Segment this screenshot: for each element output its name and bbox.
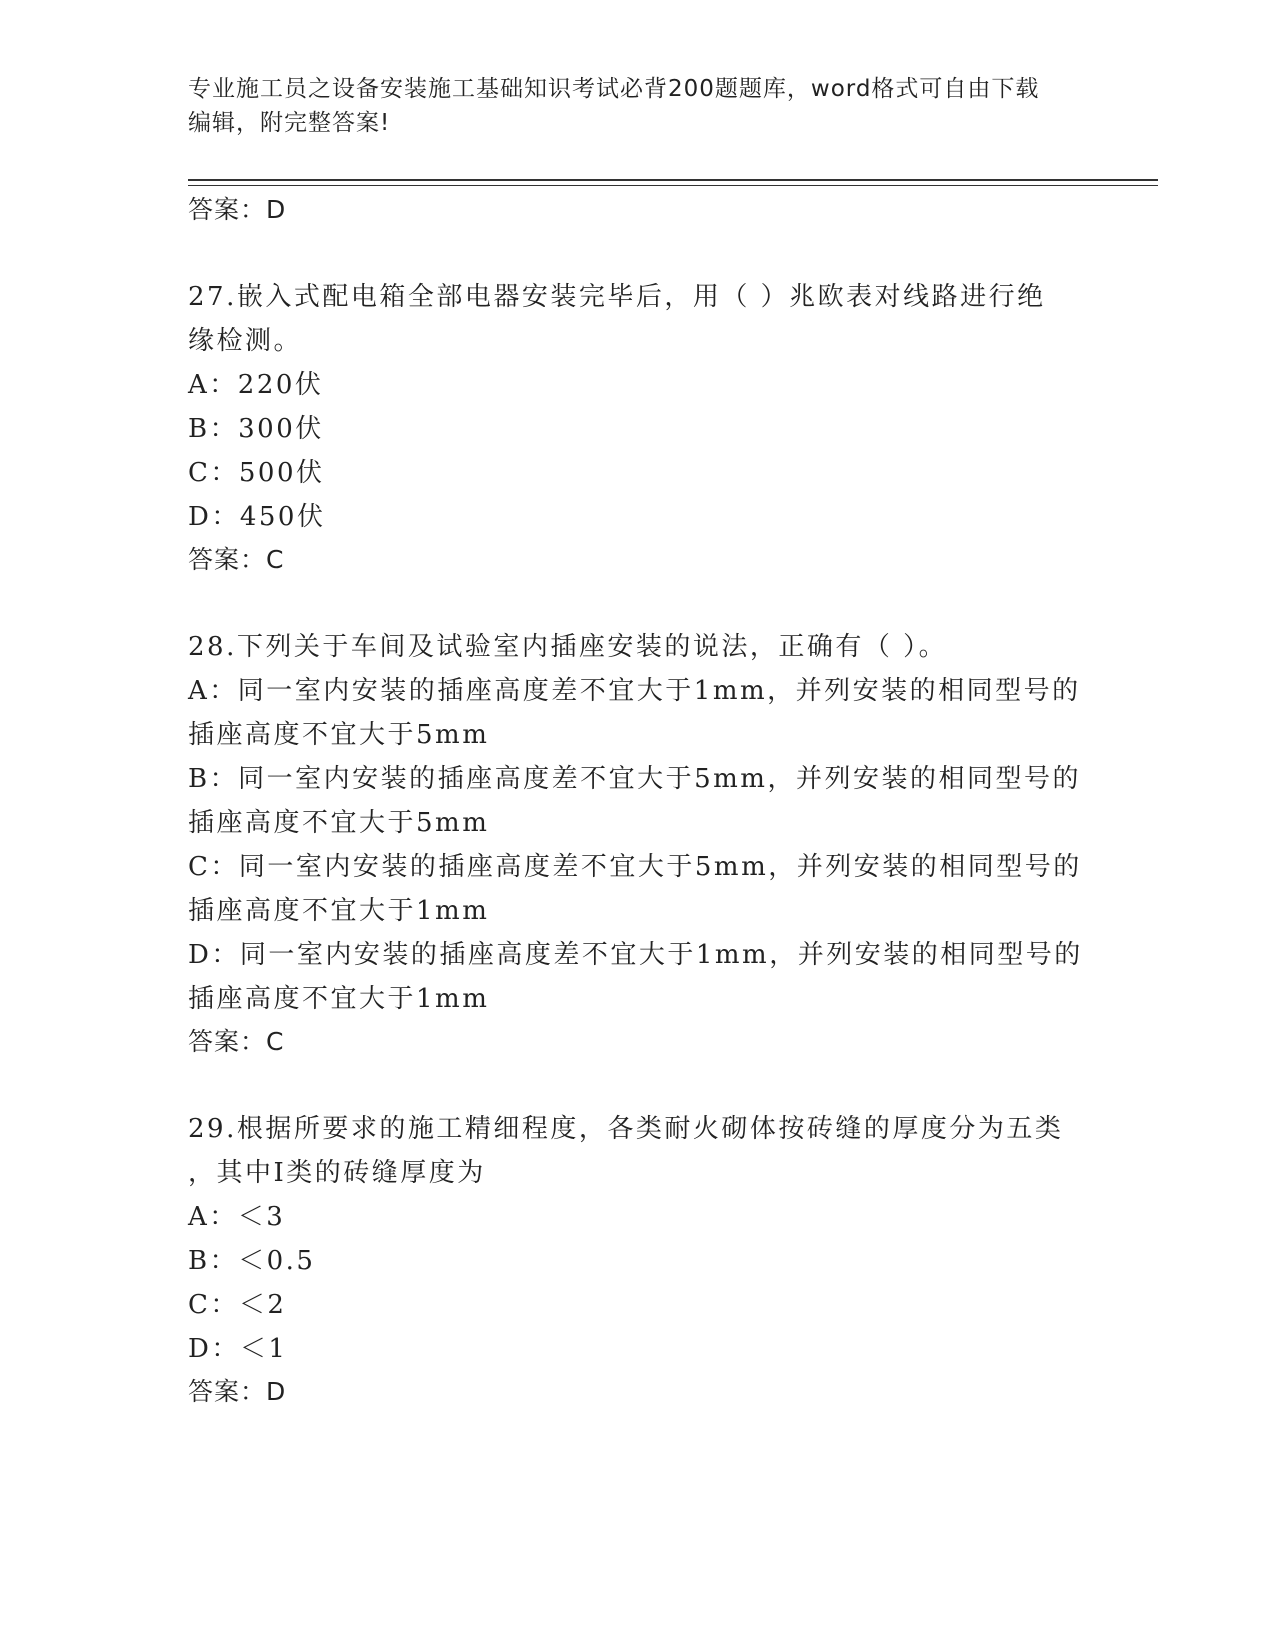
question-27-option-b: B：300伏 xyxy=(188,414,324,444)
question-27-option-d: D：450伏 xyxy=(188,502,326,532)
question-29-option-b: B：＜0.5 xyxy=(188,1246,316,1276)
question-28-option-a-line-2: 插座高度不宜大于5mm xyxy=(188,720,490,750)
question-27-option-c: C：500伏 xyxy=(188,458,325,488)
header-title-line-1: 专业施工员之设备安装施工基础知识考试必背200题题库，word格式可自由下载 xyxy=(188,76,1040,102)
header-title-line-2: 编辑，附完整答案! xyxy=(188,110,391,136)
question-29-option-a: A：＜3 xyxy=(188,1202,286,1232)
answer-line: 答案：D xyxy=(188,195,287,224)
question-28-option-d-line-1: D：同一室内安装的插座高度差不宜大于1mm，并列安装的相同型号的 xyxy=(188,940,1083,970)
question-28-option-a-line-1: A：同一室内安装的插座高度差不宜大于1mm，并列安装的相同型号的 xyxy=(188,676,1081,706)
document-header xyxy=(188,72,1078,140)
question-28-option-b-line-2: 插座高度不宜大于5mm xyxy=(188,808,490,838)
question-28-answer: 答案：C xyxy=(188,1027,285,1056)
question-29-option-d: D：＜1 xyxy=(188,1334,288,1364)
question-27-stem-line-1: 27.嵌入式配电箱全部电器安装完毕后，用（ ）兆欧表对线路进行绝 xyxy=(188,282,1046,312)
question-27-answer: 答案：C xyxy=(188,545,285,574)
header-divider-thin xyxy=(188,185,1158,186)
question-29-option-c: C：＜2 xyxy=(188,1290,287,1320)
question-28-option-c-line-1: C：同一室内安装的插座高度差不宜大于5mm，并列安装的相同型号的 xyxy=(188,852,1082,882)
question-27-option-a: A：220伏 xyxy=(188,370,324,400)
question-29-stem-line-2: ，其中Ⅰ类的砖缝厚度为 xyxy=(188,1158,486,1188)
question-29-stem-line-1: 29.根据所要求的施工精细程度，各类耐火砌体按砖缝的厚度分为五类 xyxy=(188,1114,1064,1144)
header-divider-thick xyxy=(188,179,1158,181)
question-28-option-b-line-1: B：同一室内安装的插座高度差不宜大于5mm，并列安装的相同型号的 xyxy=(188,764,1081,794)
question-27-stem-line-2: 缘检测。 xyxy=(188,326,303,356)
question-28-option-d-line-2: 插座高度不宜大于1mm xyxy=(188,984,490,1014)
question-28-option-c-line-2: 插座高度不宜大于1mm xyxy=(188,896,490,926)
question-28-stem-line-1: 28.下列关于车间及试验室内插座安装的说法，正确有（ ）。 xyxy=(188,632,948,662)
question-29-answer: 答案：D xyxy=(188,1377,287,1406)
